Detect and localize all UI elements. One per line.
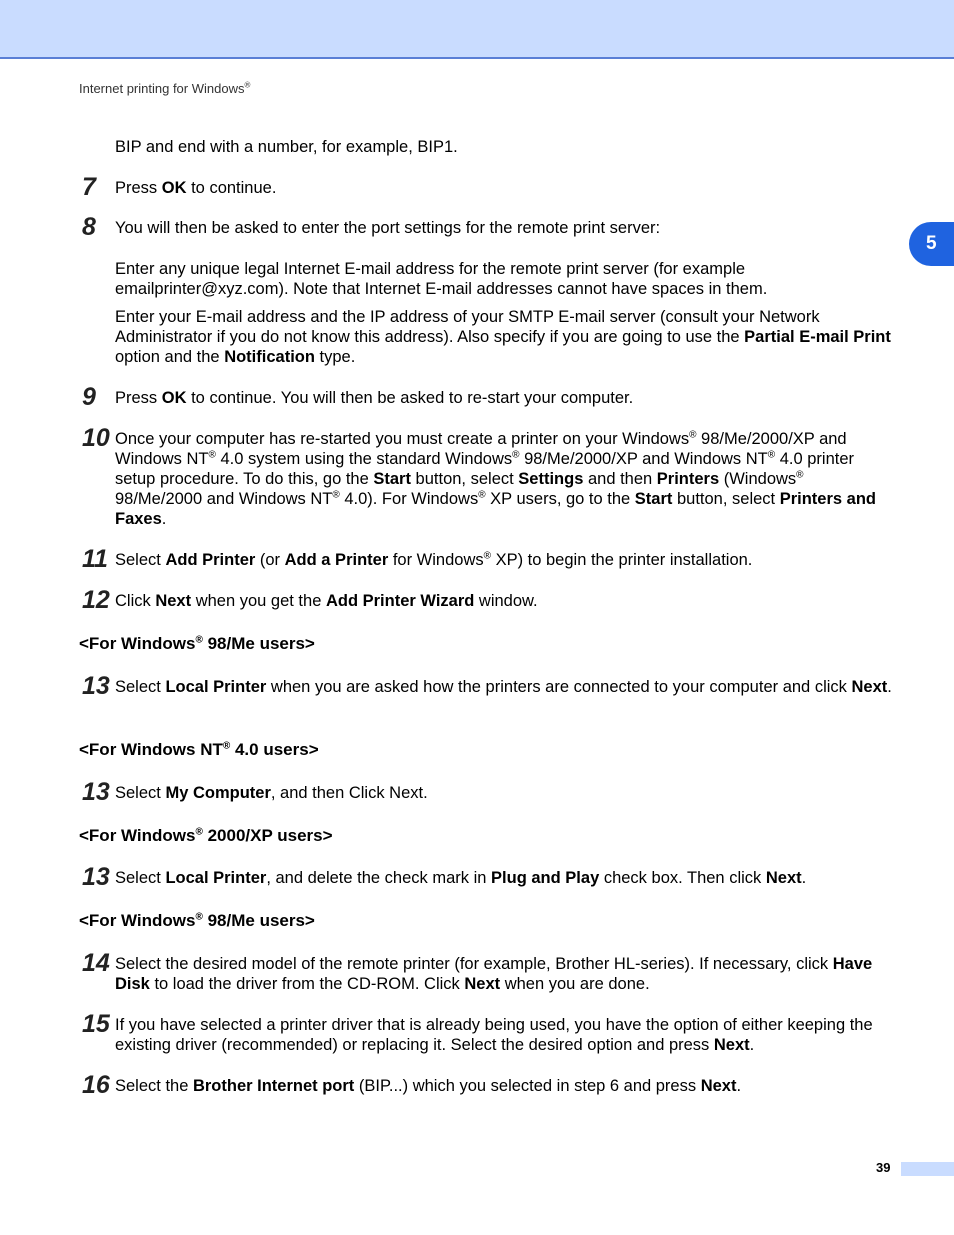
step-number: 10 xyxy=(82,424,110,452)
section-heading: <For Windows® 2000/XP users> xyxy=(79,826,333,845)
step-continuation: BIP and end with a number, for example, BIP1. xyxy=(115,138,458,156)
section-heading: <For Windows NT® 4.0 users> xyxy=(79,740,319,759)
page-number: 39 xyxy=(876,1160,891,1175)
section-heading: <For Windows® 98/Me users> xyxy=(79,634,315,653)
step-number: 11 xyxy=(82,545,108,573)
step-number: 9 xyxy=(82,383,96,411)
step-text: Select Local Printer when you are asked how the printers are connected to your computer and click Next. xyxy=(115,678,892,696)
step-number: 13 xyxy=(82,778,110,806)
step-text: Press OK to continue. You will then be asked to re-start your computer. xyxy=(115,389,634,407)
step-paragraph: Enter any unique legal Internet E-mail address for the remote print server (for example emailprinter@xyz.com). Note that Internet E-mail addresses cannot have spaces in them. xyxy=(115,260,768,298)
chapter-tab: 5 xyxy=(909,222,954,266)
step-paragraph: Enter your E-mail address and the IP address of your SMTP E-mail server (consult your Network Administrator if you do not know this address). Also specify if you are going to use the Partial E-mail Print option and the Notification type. xyxy=(115,308,891,366)
step-text: Once your computer has re-started you must create a printer on your Windows® 98/Me/2000/XP and Windows NT® 4.0 system using the standard Windows® 98/Me/2000/XP and Windows NT® 4.0 printer setup procedure. To do this, go the Start button, select Settings and then Printers (Windows® 98/Me/2000 and Windows NT® 4.0). For Windows® XP users, go to the Start button, select Printers and Faxes. xyxy=(115,429,876,528)
step-text: Click Next when you get the Add Printer Wizard window. xyxy=(115,592,538,610)
step-number: 14 xyxy=(82,949,110,977)
step-text: You will then be asked to enter the port settings for the remote print server: xyxy=(115,219,661,237)
footer-bar xyxy=(901,1162,954,1176)
step-number: 16 xyxy=(82,1071,110,1099)
step-text: If you have selected a printer driver that is already being used, you have the option of either keeping the existing driver (recommended) or replacing it. Select the desired option and press Next. xyxy=(115,1016,873,1054)
step-text: Select Add Printer (or Add a Printer for Windows® XP) to begin the printer installation. xyxy=(115,550,753,569)
step-text: Select My Computer, and then Click Next. xyxy=(115,784,428,802)
section-heading: <For Windows® 98/Me users> xyxy=(79,911,315,930)
step-text: Select the Brother Internet port (BIP...) which you selected in step 6 and press Next. xyxy=(115,1077,742,1095)
step-text: Press OK to continue. xyxy=(115,179,277,197)
step-number: 13 xyxy=(82,672,110,700)
step-text: Select the desired model of the remote printer (for example, Brother HL-series). If necessary, click Have Disk to load the driver from the CD-ROM. Click Next when you are done. xyxy=(115,955,873,993)
step-number: 8 xyxy=(82,213,96,241)
step-number: 15 xyxy=(82,1010,110,1038)
step-number: 12 xyxy=(82,586,110,614)
header-bar xyxy=(0,0,954,59)
step-number: 7 xyxy=(82,173,96,201)
step-text: Select Local Printer, and delete the check mark in Plug and Play check box. Then click Next. xyxy=(115,869,807,887)
running-head: Internet printing for Windows® xyxy=(79,80,251,96)
step-number: 13 xyxy=(82,863,110,891)
